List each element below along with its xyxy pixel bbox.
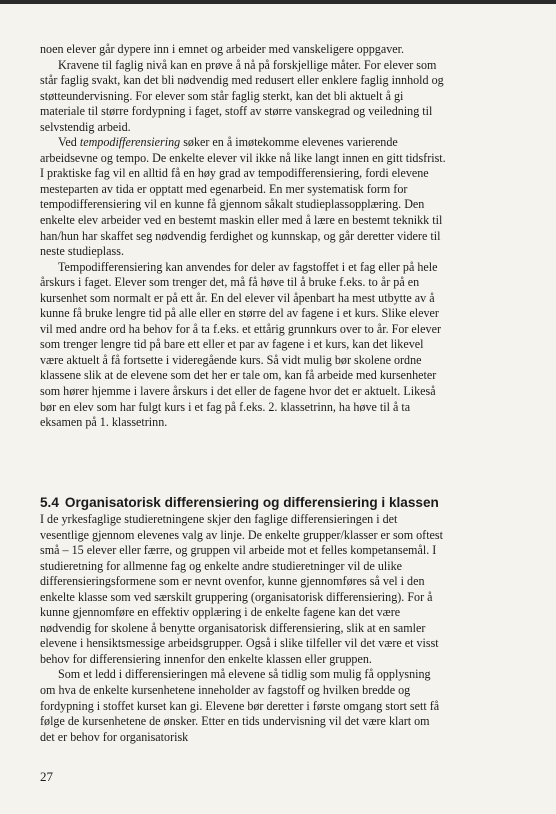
section-paragraph-2: Som et ledd i differensieringen må elevene så tidlig som mulig få opplysning om hva de enkelte kursenhetene inneholder av fagstoff og hvilken bredde og fordypning i stoffet kurset kan gi. Elevene bør deretter i første omgang stort sett få følge de kursenhetene de ønsker. Etter en tids undervisning vil det være klart om det er behov for organisatorisk xyxy=(40,667,440,744)
paragraph-4: Tempodifferensiering kan anvendes for deler av fagstoffet i et fag eller på hele årskurs i faget. Elever som trenger det, må få høve til å bruke f.eks. to år på en kursenhet som normalt er på ett år. En del elever vil åpenbart ha mest utbytte av å kunne få bruke lengre tid på alle eller en større del av fagene i et kurs. Slike elever vil med andre ord ha behov for å ta f.eks. et ettårig grunnkurs over to år. For elever som trenger lengre tid på bare ett eller et par av fagene i et kurs, kan det likevel være aktuelt å få fortsette i videregående kurs. Så vidt mulig bør skolene ordne klassene slik at de elevene som det her er tale om, kan få arbeide med kursenheter som hører hjemme i lavere årskurs i det eller de fagene hvor det er aktuelt. Likeså bør en elev som har fulgt kurs i et fag på f.eks. 2. klassetrinn, ha høve til å ta eksamen på 1. klassetrinn. xyxy=(40,259,441,430)
section-heading xyxy=(40,494,460,511)
paragraph-2: Kravene til faglig nivå kan en prøve å nå på forskjellige måter. For elever som står faglig svakt, kan det bli nødvendig med redusert eller enklere faglig innhold og støtteundervisning. For elever som står faglig sterkt, kan det bli aktuelt å gi materiale til større fordypning i faget, stoff av større vanskegrad og veiledning til selvstendig arbeid. xyxy=(40,57,444,134)
paragraph-3-lead: Ved xyxy=(58,135,77,150)
paragraph-1: noen elever går dypere inn i emnet og arbeider med vanskeligere oppgaver. xyxy=(40,42,405,56)
section-title: Organisatorisk differensiering og differensiering i klassen xyxy=(64,495,439,510)
body-column xyxy=(40,42,446,431)
section-5-4 xyxy=(40,494,460,745)
paragraph-3 xyxy=(40,135,446,259)
section-number: 5.4 xyxy=(40,495,59,510)
paragraph-3-text: søker en å imøtekomme elevenes varierende arbeidsevne og tempo. De enkelte elever vil ikke nå like langt innen en gitt tidsfrist. I praktiske fag vil en alltid få en høy grad av tempodifferensiering, fordi elevene mesteparten av tida er opptatt med egenarbeid. En mer systematisk form for tempodifferensiering vil en kunne få gjennom såkalt studieplassopplæring. Den enkelte elev arbeider ved en bestemt maskin eller med å lære en bestemt teknikk til han/hun har skaffet seg nødvendig ferdighet og kunnskap, og går deretter videre til neste studieplass. xyxy=(40,135,446,259)
emphasis-term: tempodifferensiering xyxy=(79,135,181,150)
section-paragraph-1: I de yrkesfaglige studieretningene skjer den faglige differensieringen i det vesentlige gjennom elevenes valg av linje. De enkelte grupper/klasser er som oftest små – 15 elever eller færre, og gruppen vil arbeide mot et felles kompetansemål. I studieretning for allmenne fag og enkelte andre studieretninger vil de ulike differensieringsformene som er nevnt ovenfor, kunne gjennomføres så vel i den enkelte klasse som ved særskilt gruppering (organisatorisk differensiering). For å kunne gjennomføre en effektiv opplæring i de enkelte fagene kan det være nødvendig for skolene å benytte organisatorisk differensiering, slik at en samler elevene i hensiktsmessige arbeidsgrupper. Også i slike tilfeller vil det være et visst behov for differensiering innenfor den enkelte klassen eller gruppen. xyxy=(40,512,443,666)
scan-edge xyxy=(0,0,556,4)
page-number: 27 xyxy=(40,769,53,784)
